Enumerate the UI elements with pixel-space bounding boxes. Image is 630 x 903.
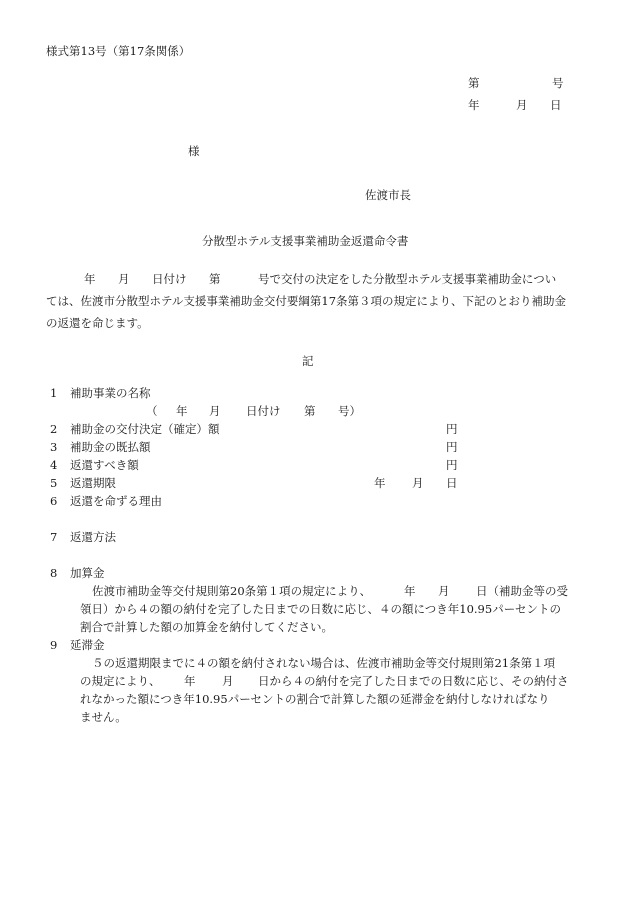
date-year: 年 — [468, 98, 480, 112]
date-day: 日 — [550, 98, 562, 112]
entaikin-month: 月 — [222, 674, 234, 688]
issuer: 佐渡市長 — [365, 188, 411, 202]
item-5-number: 5 — [50, 476, 58, 490]
item-6-label: 返還を命ずる理由 — [70, 494, 162, 508]
entaikin-line1: ５の返還期限までに４の額を納付されない場合は、佐渡市補助金等交付規則第21条第１項 — [92, 656, 556, 670]
item-2-label: 補助金の交付決定（確定）額 — [70, 422, 220, 436]
kasankin-line1b: 日（補助金等の受 — [476, 584, 568, 598]
item-5-label: 返還期限 — [70, 476, 116, 490]
intro-year: 年 — [84, 272, 96, 286]
item-1-sub-no-prefix: 第 — [304, 404, 316, 418]
intro-month: 月 — [118, 272, 130, 286]
item-1-sub-open: （ — [146, 404, 158, 418]
form-number: 様式第13号（第17条関係） — [46, 44, 191, 58]
item-3-unit: 円 — [446, 440, 458, 454]
intro-line1-rest: 号で交付の決定をした分散型ホテル支援事業補助金につい — [258, 272, 557, 286]
doc-no-prefix: 第 — [468, 76, 480, 90]
entaikin-year: 年 — [184, 674, 196, 688]
item-5-day: 日 — [446, 476, 458, 490]
kasankin-year: 年 — [404, 584, 416, 598]
doc-no-suffix: 号 — [552, 76, 564, 90]
item-4-number: 4 — [50, 458, 58, 472]
item-6-number: 6 — [50, 494, 58, 508]
item-4-label: 返還すべき額 — [70, 458, 139, 472]
kasankin-month: 月 — [438, 584, 450, 598]
entaikin-line4: ません。 — [80, 710, 127, 724]
item-3-number: 3 — [50, 440, 58, 454]
item-5-year: 年 — [374, 476, 386, 490]
item-2-number: 2 — [50, 422, 58, 436]
item-8-label: 加算金 — [70, 566, 105, 580]
item-1-number: 1 — [50, 386, 58, 400]
item-2-unit: 円 — [446, 422, 458, 436]
entaikin-line2a: の規定により、 — [80, 674, 161, 688]
kasankin-line2: 領日）から４の額の納付を完了した日までの日数に応じ、４の額につき年10.95パーセントの — [80, 602, 561, 616]
intro-no-prefix: 第 — [209, 272, 221, 286]
item-4-unit: 円 — [446, 458, 458, 472]
intro-line2: ては、佐渡市分散型ホテル支援事業補助金交付要綱第17条第３項の規定により、下記のとおり補助金 — [46, 294, 567, 308]
item-8-number: 8 — [50, 566, 58, 580]
intro-dated: 日付け — [152, 272, 187, 286]
date-month: 月 — [516, 98, 528, 112]
intro-line3: の返還を命じます。 — [46, 316, 149, 330]
item-7-label: 返還方法 — [70, 530, 116, 544]
item-1-label: 補助事業の名称 — [70, 386, 151, 400]
item-5-month: 月 — [412, 476, 424, 490]
kasankin-line3: 割合で計算した額の加算金を納付してください。 — [80, 620, 333, 634]
document-title: 分散型ホテル支援事業補助金返還命令書 — [202, 234, 409, 248]
item-1-sub-year: 年 — [176, 404, 188, 418]
kasankin-line1a: 佐渡市補助金等交付規則第20条第１項の規定により、 — [92, 584, 372, 598]
entaikin-line3: れなかった額につき年10.95パーセントの割合で計算した額の延滞金を納付しなければなり — [80, 692, 550, 706]
item-7-number: 7 — [50, 530, 58, 544]
item-1-sub-no-suffix: 号） — [338, 404, 361, 418]
ki-heading: 記 — [302, 354, 314, 368]
item-1-sub-month: 月 — [209, 404, 221, 418]
item-3-label: 補助金の既払額 — [70, 440, 151, 454]
entaikin-line2b: 日から４の納付を完了した日までの日数に応じ、その納付さ — [258, 674, 569, 688]
item-9-number: 9 — [50, 638, 58, 652]
addressee-suffix: 様 — [188, 144, 200, 158]
item-1-sub-dated: 日付け — [246, 404, 281, 418]
item-9-label: 延滞金 — [70, 638, 105, 652]
